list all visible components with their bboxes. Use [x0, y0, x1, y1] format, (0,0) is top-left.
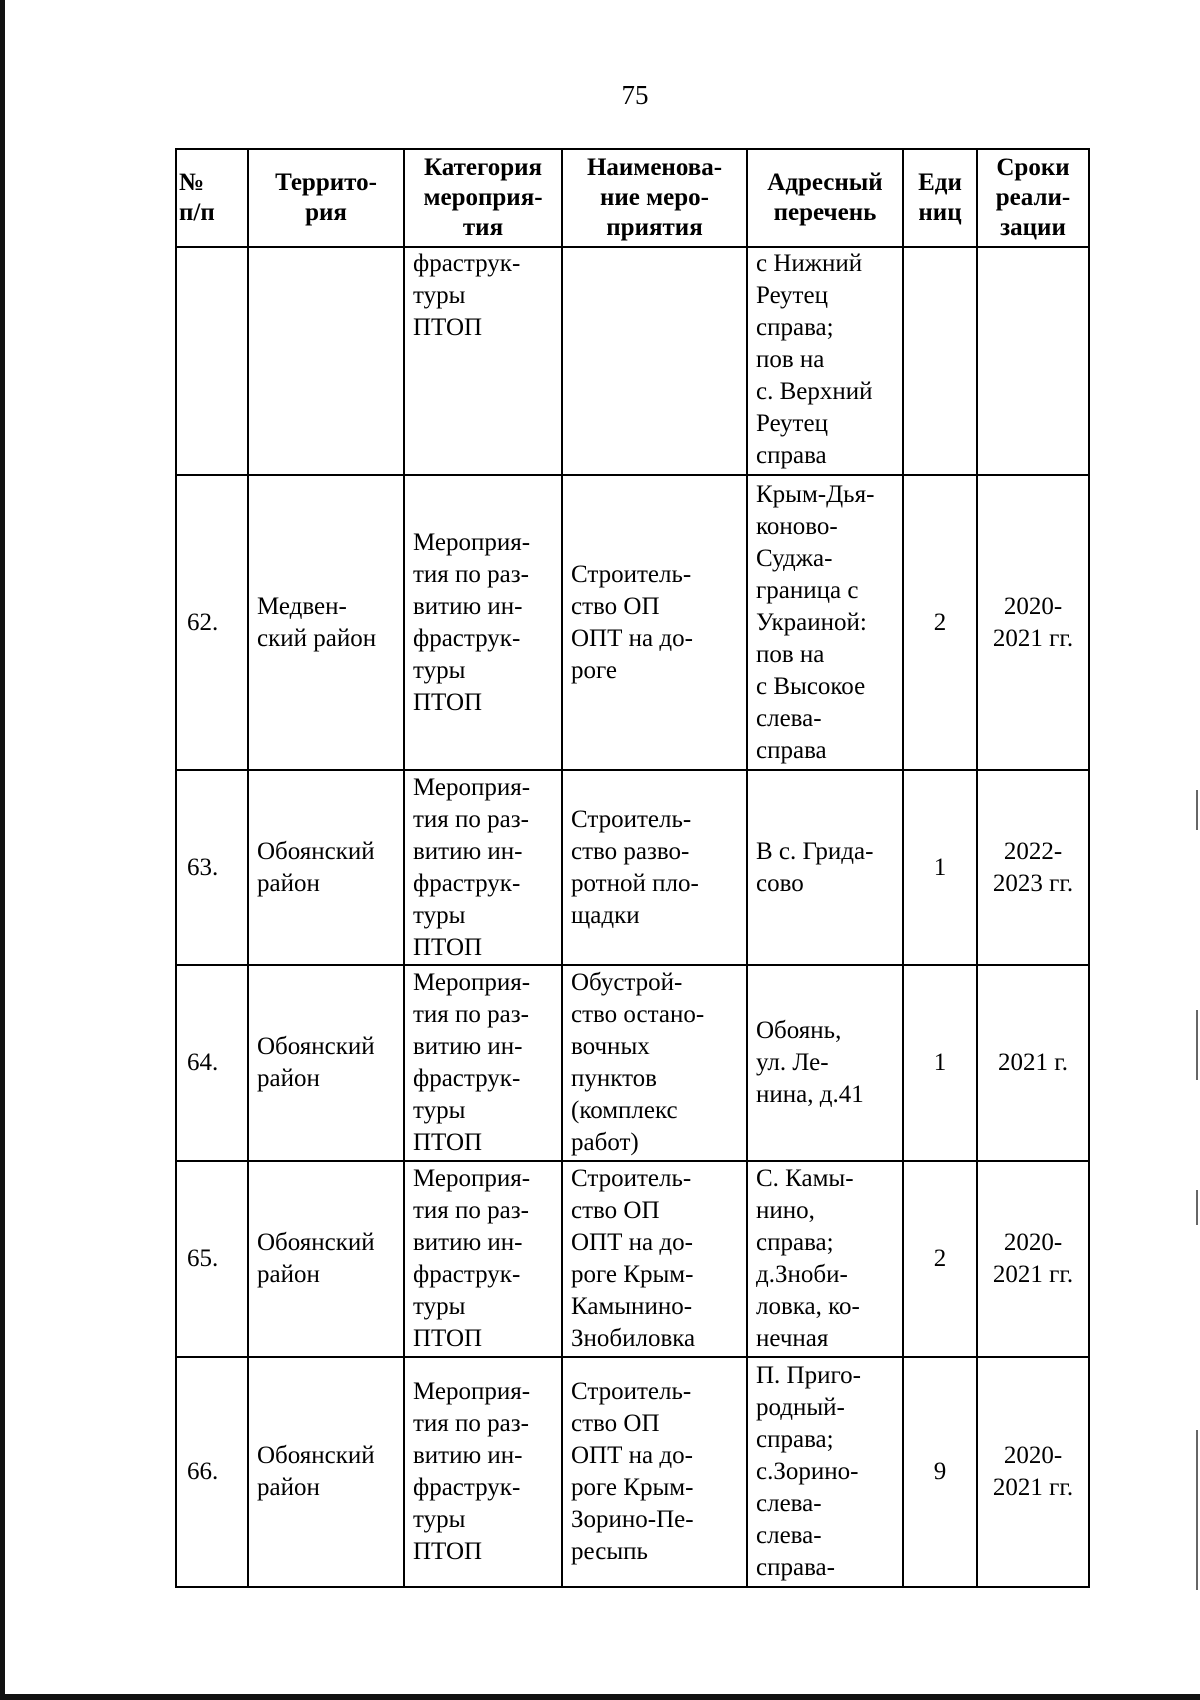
scan-mark — [1196, 1190, 1198, 1225]
scan-left-edge — [0, 0, 5, 1700]
cell-address: с Нижний Реутец справа; пов на с. Верхний Реутец справа — [747, 247, 903, 475]
cell-terms: 2020- 2021 гг. — [977, 1161, 1089, 1357]
cell-territory: Обоянский район — [248, 770, 404, 965]
scan-bottom-edge — [0, 1694, 1200, 1700]
cell-address: С. Камы- нино, справа; д.Зноби- ловка, ко- нечная — [747, 1161, 903, 1357]
cell-num: 62. — [176, 475, 248, 770]
cell-category: Мероприя- тия по раз- витию ин- фраструк- туры ПТОП — [404, 1357, 562, 1587]
table-row — [176, 965, 1089, 1161]
table-row — [176, 475, 1089, 770]
cell-category: фраструк- туры ПТОП — [404, 247, 562, 475]
cell-terms: 2020- 2021 гг. — [977, 1357, 1089, 1587]
table-row — [176, 770, 1089, 965]
cell-units: 1 — [903, 965, 977, 1161]
cell-terms: 2021 г. — [977, 965, 1089, 1161]
cell-num: 64. — [176, 965, 248, 1161]
cell-num — [176, 247, 248, 475]
cell-territory: Обоянский район — [248, 965, 404, 1161]
table-row — [176, 1357, 1089, 1587]
header-name: Наименова- ние меро- приятия — [562, 149, 747, 247]
cell-units: 9 — [903, 1357, 977, 1587]
scan-mark — [1196, 790, 1198, 830]
table-row — [176, 247, 1089, 475]
cell-territory — [248, 247, 404, 475]
measures-table — [175, 148, 1090, 1588]
cell-territory: Обоянский район — [248, 1161, 404, 1357]
cell-num: 63. — [176, 770, 248, 965]
cell-units: 2 — [903, 1161, 977, 1357]
cell-category: Мероприя- тия по раз- витию ин- фраструк- туры ПТОП — [404, 770, 562, 965]
header-territory: Террито- рия — [248, 149, 404, 247]
cell-units: 1 — [903, 770, 977, 965]
cell-terms: 2020- 2021 гг. — [977, 475, 1089, 770]
cell-terms — [977, 247, 1089, 475]
cell-name: Строитель- ство ОП ОПТ на до- роге Крым- Камынино- Знобиловка — [562, 1161, 747, 1357]
header-address: Адресный перечень — [747, 149, 903, 247]
header-category: Категория мероприя- тия — [404, 149, 562, 247]
table-header-row — [176, 149, 1089, 247]
cell-name: Строитель- ство ОП ОПТ на до- роге — [562, 475, 747, 770]
scan-mark — [1196, 1010, 1198, 1080]
cell-category: Мероприя- тия по раз- витию ин- фраструк- туры ПТОП — [404, 1161, 562, 1357]
cell-category: Мероприя- тия по раз- витию ин- фраструк- туры ПТОП — [404, 475, 562, 770]
cell-units: 2 — [903, 475, 977, 770]
table-row — [176, 1161, 1089, 1357]
cell-address: Обоянь, ул. Ле- нина, д.41 — [747, 965, 903, 1161]
header-num: № п/п — [176, 149, 248, 247]
cell-units — [903, 247, 977, 475]
cell-terms: 2022- 2023 гг. — [977, 770, 1089, 965]
cell-name: Строитель- ство ОП ОПТ на до- роге Крым- Зорино-Пе- ресыпь — [562, 1357, 747, 1587]
header-units: Еди ниц — [903, 149, 977, 247]
header-terms: Сроки реали- зации — [977, 149, 1089, 247]
cell-address: Крым-Дья- коново- Суджа- граница с Украиной: пов на с Высокое слева- справа — [747, 475, 903, 770]
cell-territory: Медвен- ский район — [248, 475, 404, 770]
cell-name — [562, 247, 747, 475]
cell-address: П. Приго- родный- справа; с.Зорино- слева- слева- справа- — [747, 1357, 903, 1587]
page-number: 75 — [621, 80, 649, 110]
cell-name: Строитель- ство разво- ротной пло- щадки — [562, 770, 747, 965]
cell-category: Мероприя- тия по раз- витию ин- фраструк- туры ПТОП — [404, 965, 562, 1161]
cell-address: В с. Грида- сово — [747, 770, 903, 965]
scan-mark — [1196, 1430, 1198, 1590]
cell-num: 65. — [176, 1161, 248, 1357]
cell-num: 66. — [176, 1357, 248, 1587]
cell-territory: Обоянский район — [248, 1357, 404, 1587]
cell-name: Обустрой- ство остано- вочных пунктов (комплекс работ) — [562, 965, 747, 1161]
